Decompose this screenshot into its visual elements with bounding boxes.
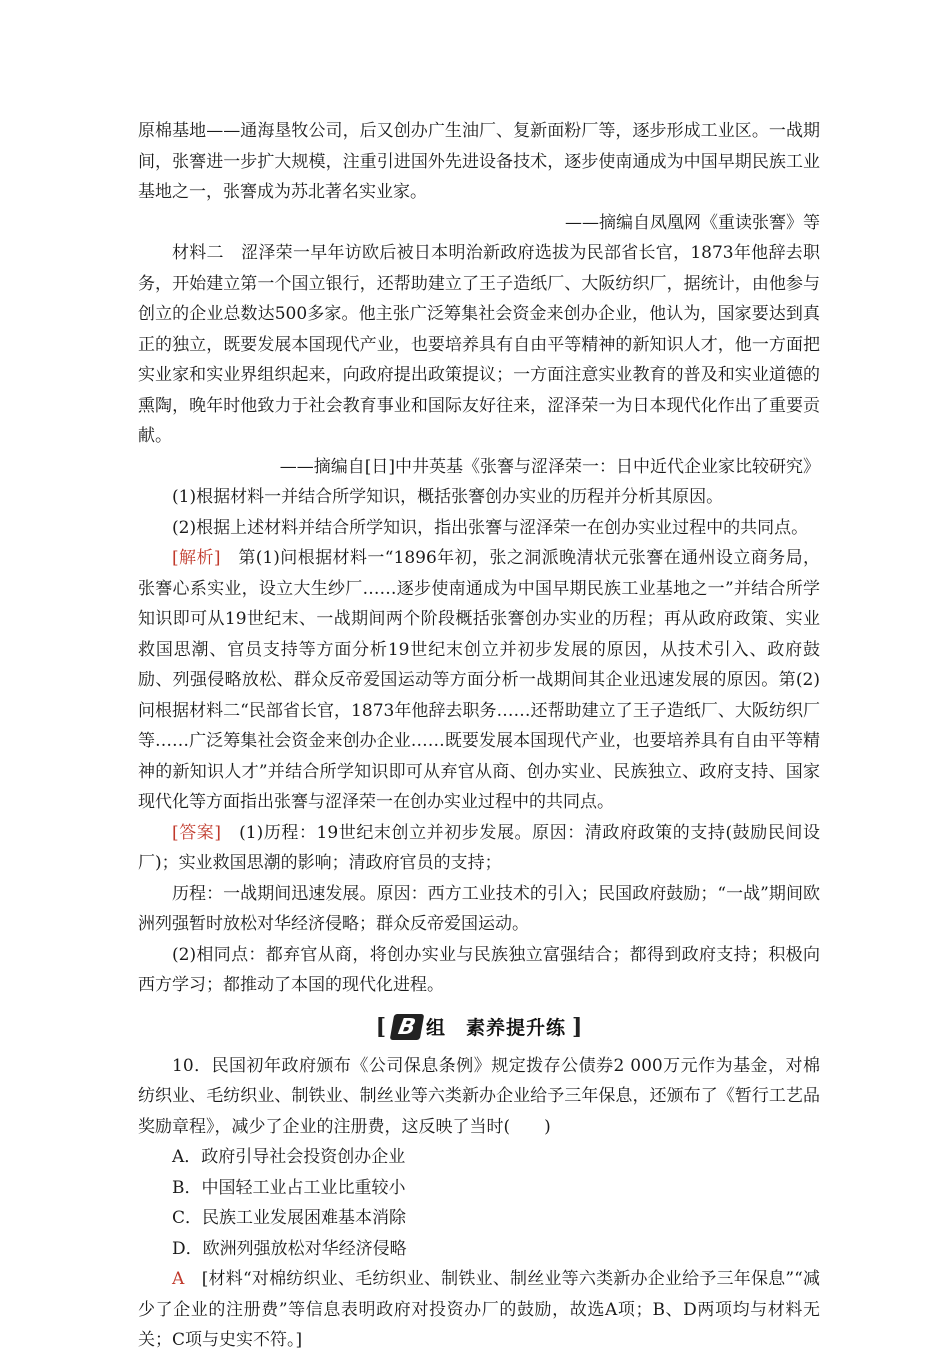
material-one-tail: 原棉基地——通海垦牧公司，后又创办广生油厂、复新面粉厂等，逐步形成工业区。一战期间，张謇进一步扩大规模，注重引进国外先进设备技术，逐步使南通成为中国早期民族工业基地之一，张謇成为苏北著名实业家。 — [138, 121, 820, 202]
group-title: 组 素养提升练 — [425, 1017, 566, 1039]
answer-paragraph-3: (2)相同点：都弃官从商，将创办实业与民族独立富强结合；都得到政府支持；积极向西方学习；都推动了本国的现代化进程。 — [138, 944, 820, 995]
question-1: (1)根据材料一并结合所学知识，概括张謇创办实业的历程并分析其原因。 — [172, 487, 724, 507]
question-10-explanation — [138, 1264, 820, 1356]
analysis-paragraph — [138, 543, 820, 818]
question-10-stem: 10．民国初年政府颁布《公司保息条例》规定拨存公债券2 000万元作为基金，对棉纺织业、毛纺织业、制铁业、制丝业等六类新办企业给予三年保息，还颁布了《暂行工艺品奖励章程》，减少了企业的注册费，这反映了当时( ) — [138, 1055, 820, 1137]
source-citation-1: ——摘编自凤凰网《重读张謇》等 — [565, 212, 820, 233]
bracket-right: ] — [572, 1013, 583, 1040]
bracket-left: [ — [375, 1013, 386, 1040]
answer-paragraph-2: 历程：一战期间迅速发展。原因：西方工业技术的引入；民国政府鼓励；“一战”期间欧洲列强暂时放松对华经济侵略；群众反帝爱国运动。 — [138, 883, 820, 934]
source-citation-2: ——摘编自[日]中井英基《张謇与涩泽荣一：日中近代企业家比较研究》 — [279, 456, 820, 477]
document-page — [138, 116, 820, 1356]
analysis-tag: [解析] — [172, 548, 221, 568]
group-b-badge: B — [390, 1014, 425, 1040]
answer-tag: [答案] — [172, 822, 221, 843]
explanation-text: [材料“对棉纺织业、毛纺织业、制铁业、制丝业等六类新办企业给予三年保息”“减少了企业的注册费”等信息表明政府对投资办厂的鼓励，故选A项；B、D两项均与材料无关；C项与史实不符。] — [138, 1269, 820, 1350]
option-a: A．政府引导社会投资创办企业 — [172, 1147, 406, 1167]
option-b: B．中国轻工业占工业比重较小 — [172, 1177, 406, 1198]
option-d: D．欧洲列强放松对华经济侵略 — [172, 1238, 407, 1259]
answer-paragraph-1 — [138, 818, 820, 879]
answer-text-1: (1)历程：19世纪末创立并初步发展。原因：清政府政策的支持(鼓励民间设厂)；实业救国思潮的影响；清政府官员的支持； — [138, 822, 820, 873]
question-2: (2)根据上述材料并结合所学知识，指出张謇与涩泽荣一在创办实业过程中的共同点。 — [172, 517, 809, 538]
group-b-header — [138, 1011, 820, 1043]
analysis-text: 第(1)问根据材料一“1896年初，张之洞派晚清状元张謇在通州设立商务局，张謇心系实业，设立大生纱厂……逐步使南通成为中国早期民族工业基地之一”并结合所学知识即可从19世纪末、一战期间两个阶段概括张謇创办实业的历程；再从政府政策、实业救国思潮、官员支持等方面分析19世纪末创立并初步发展的原因，从技术引入、政府鼓励、列强侵略放松、群众反帝爱国运动等方面分析一战期间其企业迅速发展的原因。第(2)问根据材料二“民部省长官，1873年他辞去职务……还帮助建立了王子造纸厂、大阪纺织厂等……广泛筹集社会资金来创办企业……既要发展本国现代产业，也要培养具有自由平等精神的新知识人才”并结合所学知识即可从弃官从商、创办实业、民族独立、政府支持、国家现代化等方面指出张謇与涩泽荣一在创办实业过程中的共同点。 — [138, 548, 820, 812]
option-c: C．民族工业发展困难基本消除 — [172, 1208, 407, 1228]
material-two: 材料二 涩泽荣一早年访欧后被日本明治新政府选拔为民部省长官，1873年他辞去职务，开始建立第一个国立银行，还帮助建立了王子造纸厂、大阪纺织厂，据统计，由他参与创立的企业总数达500多家。他主张广泛筹集社会资金来创办企业，他认为，国家要达到真正的独立，既要发展本国现代产业，也要培养具有自由平等精神的新知识人才，他一方面把实业家和实业界组织起来，向政府提出政策提议；一方面注意实业教育的普及和实业道德的熏陶，晚年时他致力于社会教育事业和国际友好往来，涩泽荣一为日本现代化作出了重要贡献。 — [138, 243, 820, 446]
answer-letter: A — [172, 1269, 185, 1289]
